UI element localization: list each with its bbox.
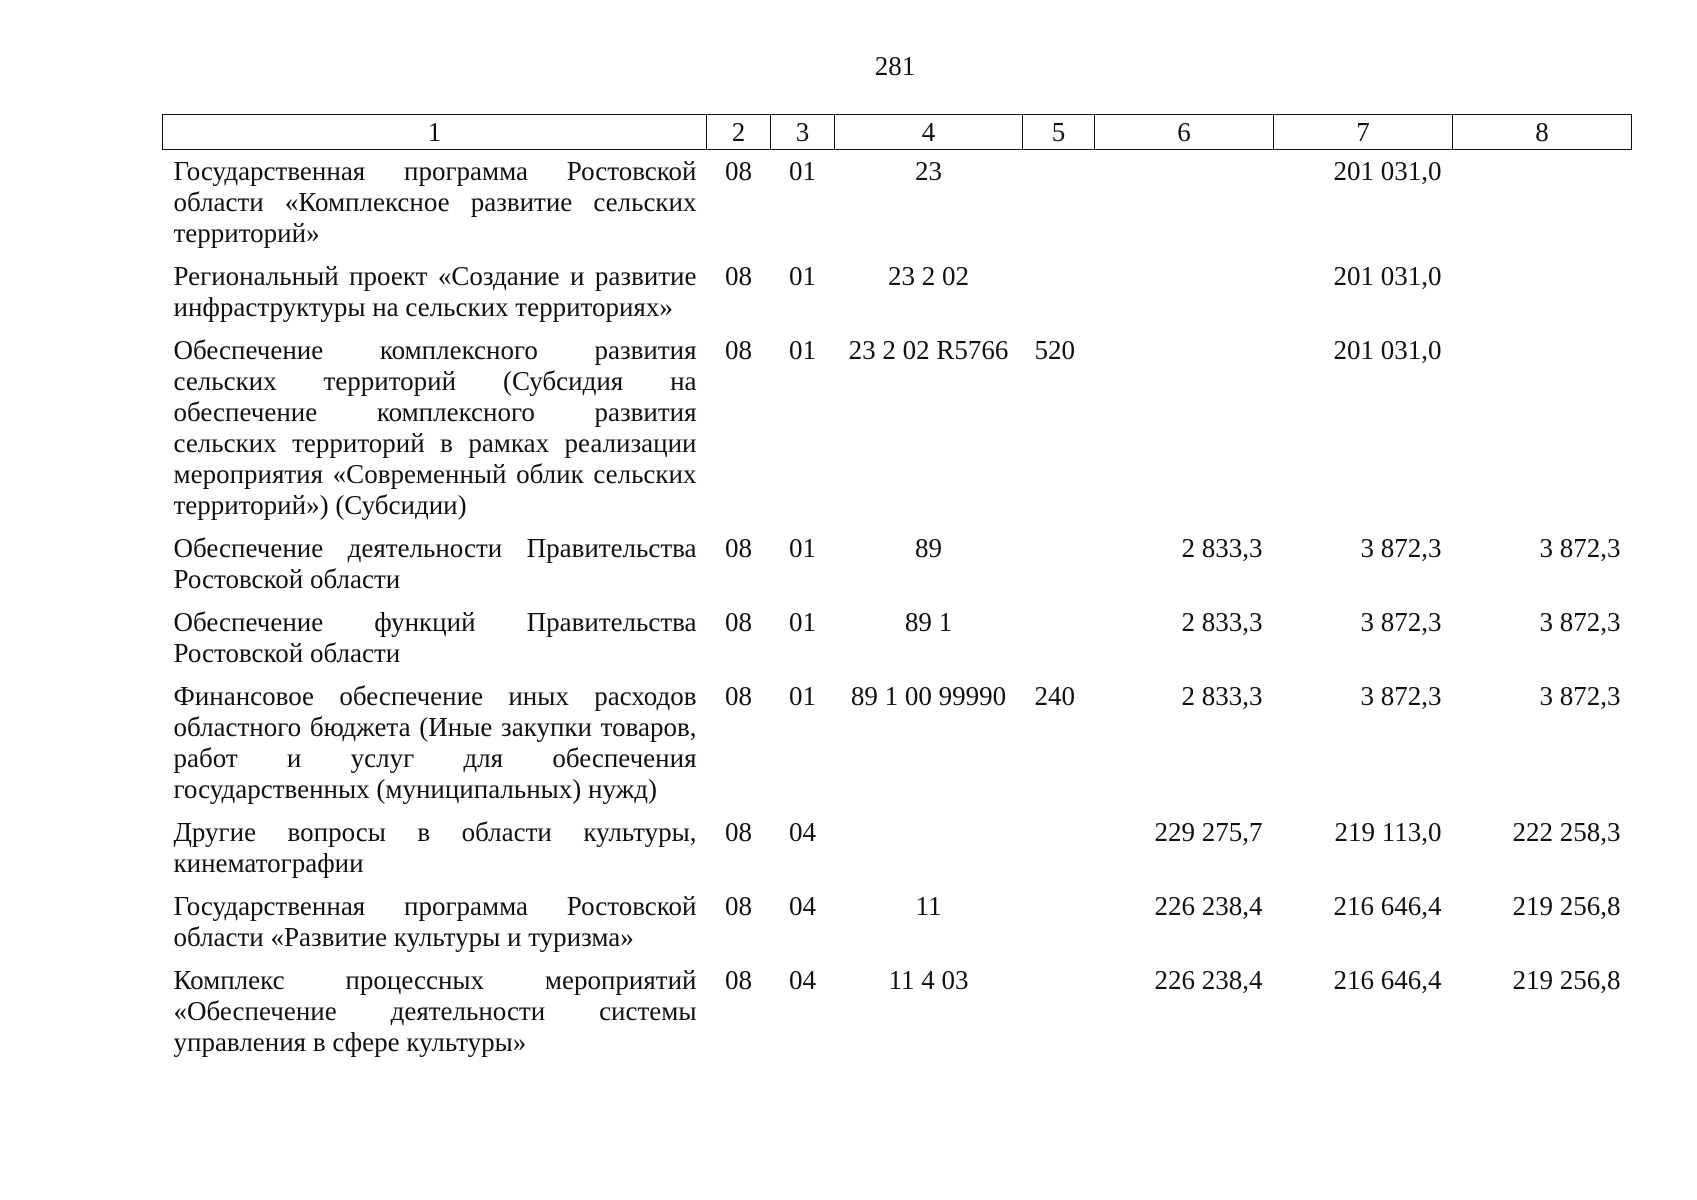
- row-subsection: 01: [789, 335, 816, 365]
- table-row: [163, 885, 1632, 959]
- row-value-col8: [1453, 150, 1632, 256]
- row-value-col7: 201 031,0: [1333, 261, 1442, 291]
- row-name: Государственная программа Ростовской области «Развитие культуры и туризма»: [173, 891, 697, 952]
- row-subsection: 01: [789, 681, 816, 711]
- row-section: 08: [725, 817, 752, 847]
- row-section: 08: [725, 335, 752, 365]
- table-row: [163, 329, 1632, 527]
- row-target-code: 23 2 02: [888, 261, 969, 291]
- row-name: Региональный проект «Создание и развитие инфраструктуры на сельских территориях»: [173, 261, 697, 322]
- row-subsection: 04: [789, 965, 816, 995]
- row-section: 08: [725, 891, 752, 921]
- row-value-col6: 229 275,7: [1154, 817, 1263, 847]
- row-value-col6: [1095, 329, 1274, 527]
- row-name: Государственная программа Ростовской области «Комплексное развитие сельских территорий»: [173, 156, 697, 248]
- row-value-col6: 2 833,3: [1181, 533, 1263, 563]
- table-row: [163, 527, 1632, 601]
- row-value-col7: 3 872,3: [1360, 533, 1442, 563]
- row-value-col7: 216 646,4: [1333, 891, 1442, 921]
- row-expense-type: [1023, 811, 1095, 885]
- row-value-col7: 3 872,3: [1360, 681, 1442, 711]
- row-target-code: 11 4 03: [888, 965, 969, 995]
- row-expense-type: [1023, 601, 1095, 675]
- row-value-col8: [1453, 255, 1632, 329]
- row-value-col8: 3 872,3: [1539, 533, 1621, 563]
- row-target-code: 89 1: [904, 607, 953, 637]
- column-header-2: 2: [707, 115, 771, 150]
- row-section: 08: [725, 533, 752, 563]
- row-name: Финансовое обеспечение иных расходов областного бюджета (Иные закупки товаров, работ и услуг для обеспечения государственных (муниципальных) нужд): [173, 681, 697, 804]
- row-value-col7: 219 113,0: [1334, 817, 1442, 847]
- row-value-col8: 219 256,8: [1512, 965, 1621, 995]
- table-row: [163, 255, 1632, 329]
- row-expense-type: [1023, 255, 1095, 329]
- row-value-col6: 226 238,4: [1154, 965, 1263, 995]
- row-subsection: 01: [789, 261, 816, 291]
- column-header-3: 3: [771, 115, 835, 150]
- row-section: 08: [725, 965, 752, 995]
- row-value-col7: 216 646,4: [1333, 965, 1442, 995]
- row-subsection: 01: [789, 607, 816, 637]
- row-target-code: 89 1 00 99990: [850, 681, 1007, 711]
- row-expense-type: [1023, 527, 1095, 601]
- row-target-code: [835, 811, 1023, 885]
- table-row: [163, 811, 1632, 885]
- row-value-col8: 3 872,3: [1539, 607, 1621, 637]
- row-value-col6: 226 238,4: [1154, 891, 1263, 921]
- row-name: Обеспечение функций Правительства Ростовской области: [173, 607, 697, 668]
- column-header-8: 8: [1453, 115, 1632, 150]
- row-target-code: 11: [915, 891, 942, 921]
- column-header-7: 7: [1274, 115, 1453, 150]
- row-section: 08: [725, 607, 752, 637]
- row-subsection: 04: [789, 817, 816, 847]
- table-row: [163, 675, 1632, 811]
- row-value-col8: 219 256,8: [1512, 891, 1621, 921]
- row-expense-type: [1023, 885, 1095, 959]
- row-value-col8: 3 872,3: [1539, 681, 1621, 711]
- row-section: 08: [725, 681, 752, 711]
- column-header-6: 6: [1095, 115, 1274, 150]
- column-header-1: 1: [163, 115, 707, 150]
- column-header-4: 4: [835, 115, 1023, 150]
- row-expense-type: [1023, 959, 1095, 1064]
- row-value-col6: [1095, 255, 1274, 329]
- page-number: 281: [874, 51, 916, 81]
- row-value-col7: 201 031,0: [1333, 335, 1442, 365]
- row-value-col8: 222 258,3: [1512, 817, 1621, 847]
- row-target-code: 23 2 02 R5766: [848, 335, 1009, 365]
- table-row: [163, 150, 1632, 256]
- budget-table: [162, 114, 1632, 1064]
- row-expense-type: [1023, 150, 1095, 256]
- row-subsection: 01: [789, 156, 816, 186]
- row-section: 08: [725, 261, 752, 291]
- row-expense-type: 520: [1034, 335, 1075, 365]
- row-value-col6: 2 833,3: [1181, 607, 1263, 637]
- row-subsection: 01: [789, 533, 816, 563]
- row-section: 08: [725, 156, 752, 186]
- row-subsection: 04: [789, 891, 816, 921]
- row-value-col6: 2 833,3: [1181, 681, 1263, 711]
- row-target-code: 89: [915, 533, 942, 563]
- row-name: Другие вопросы в области культуры, кинематографии: [173, 817, 697, 878]
- table-row: [163, 959, 1632, 1064]
- row-name: Комплекс процессных мероприятий «Обеспечение деятельности системы управления в сфере культуры»: [173, 965, 697, 1057]
- row-value-col7: 3 872,3: [1360, 607, 1442, 637]
- row-name: Обеспечение деятельности Правительства Ростовской области: [173, 533, 697, 594]
- row-name: Обеспечение комплексного развития сельских территорий (Субсидия на обеспечение комплексного развития сельских территорий в рамках реализации мероприятия «Современный облик сельских территорий») (Субсидии): [173, 335, 697, 520]
- table-row: [163, 601, 1632, 675]
- row-expense-type: 240: [1034, 681, 1075, 711]
- row-value-col8: [1453, 329, 1632, 527]
- column-header-5: 5: [1023, 115, 1095, 150]
- row-target-code: 23: [915, 156, 942, 186]
- row-value-col7: 201 031,0: [1333, 156, 1442, 186]
- row-value-col6: [1095, 150, 1274, 256]
- header-row: [163, 115, 1632, 150]
